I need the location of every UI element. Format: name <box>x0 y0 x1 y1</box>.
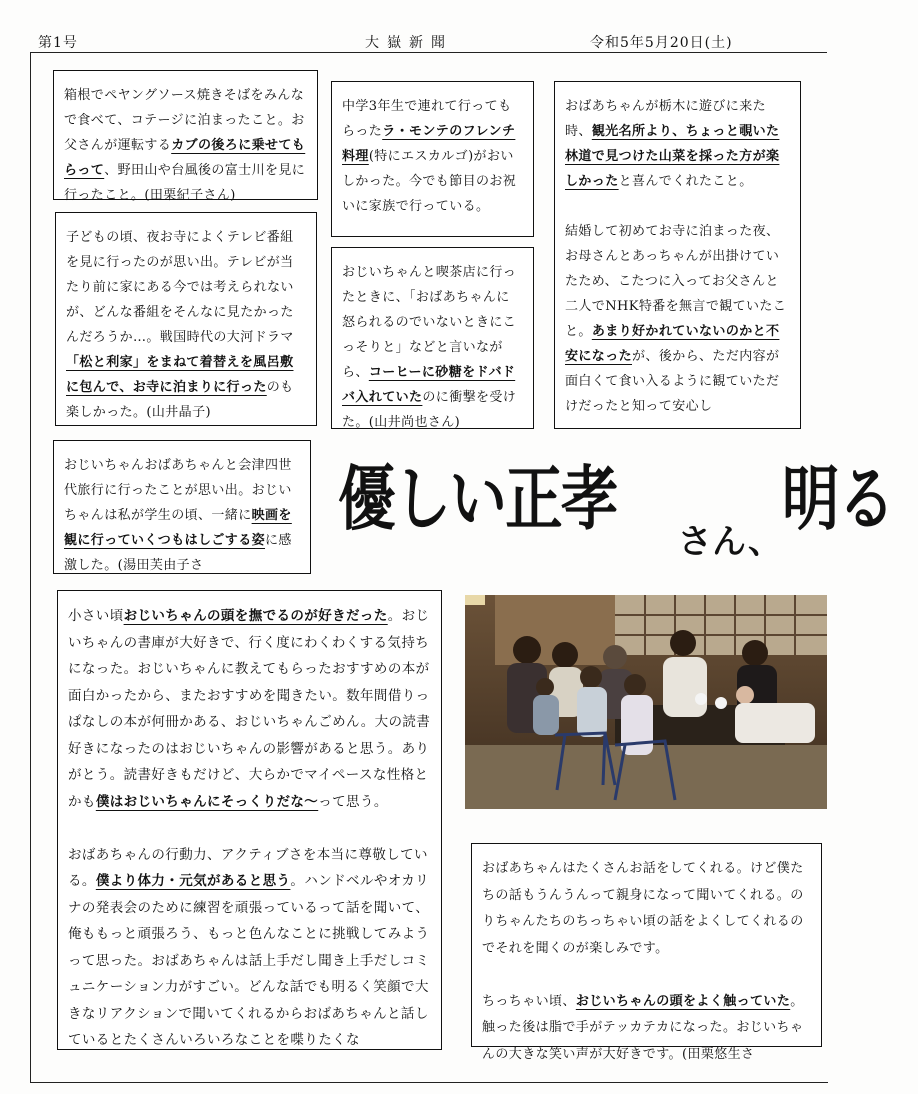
body-text: 。おじいちゃんの書庫が大好きで、行く度にわくわくする気持ちになった。おじいちゃんに教えてもらったおすすめの本が面白かったから、またおすすめを聞きたい。数年間借りっぱなしの本が何冊かある、おじいちゃんごめん。大の読書好きになったのはおじいちゃんの影響があると思う。ありがとう。読書好きもだけど、大らかでマイペースな性格とかも <box>68 608 431 810</box>
emphasis-text: コーヒーに砂糖をドバドバ入れていた <box>342 365 516 405</box>
issue-date: 令和5年5月20日(土) <box>590 35 733 51</box>
emphasis-text: 観光名所より、ちょっと覗いた林道で見つけた山菜を採った方が楽しかった <box>565 124 780 189</box>
body-text: おじいちゃんおばあちゃんと会津四世代旅行に行ったことが思い出。おじいちゃんは私が学生の頃、一緒に <box>64 458 292 523</box>
article-box-la-monte <box>331 81 534 237</box>
body-text: おじいちゃんと喫茶店に行ったときに、「おばあちゃんに怒られるのでいないときにこっそりと」などと言いながら、 <box>342 265 517 380</box>
body-text: 箱根でペヤングソース焼きそばをみんなで食べて、コテージに泊まったこと。お父さんが運転する <box>64 88 305 153</box>
body-text: 小さい頃 <box>68 608 124 624</box>
emphasis-text: おじいちゃんの頭を撫でるのが好きだった <box>123 608 388 624</box>
body-text: 。ハンドベルやオカリナの発表会のために練習を頑張っているって話を聞いて、俺ももっと頑張ろう、もっと色んなことに挑戦してみようって思った。おばあちゃんは話上手だし聞き上手だしコミュニケーション力がすごい。どんな話でも明るく笑顔で大きなリアクションで聞いてくれるからおばあちゃんと話しているとたくさんいろいろなことを喋りたくな <box>68 873 430 1048</box>
emphasis-text: あまり好かれていないのかと不安になった <box>565 324 780 364</box>
body-text: が、後から、ただ内容が面白くて食い入るように観ていただけだったと知って安心し <box>565 349 780 414</box>
article-box-kabu <box>53 70 318 203</box>
article-paragraph <box>482 856 811 962</box>
article-paragraph <box>68 842 431 1054</box>
emphasis-text: おじいちゃんの頭をよく触っていた <box>575 993 791 1009</box>
headline-main: 優しい正孝 <box>338 458 617 540</box>
emphasis-text: 僕はおじいちゃんにそっくりだな〜 <box>95 793 319 810</box>
emphasis-text: 僕より体力・元気があると思う <box>95 873 291 889</box>
article-paragraph <box>342 260 523 435</box>
body-text: 、野田山や台風後の富士川を見に行ったこと。(田栗紀子さん) <box>64 163 306 203</box>
article-box-stories <box>471 843 822 1062</box>
body-text: ちっちゃい頃、 <box>482 993 576 1009</box>
headline <box>338 443 894 562</box>
emphasis-text: ラ・モンテのフレンチ料理 <box>342 124 516 164</box>
emphasis-text: カブの後ろに乗せてもらって <box>64 138 306 178</box>
issue-number: 第1号 <box>38 35 78 51</box>
article-box-tochigi <box>554 81 801 429</box>
newspaper-title: 大嶽新聞 <box>365 35 453 51</box>
emphasis-text: 「松と利家」をまねて着替えを風呂敷に包んで、お寺に泊まりに行った <box>66 355 294 395</box>
body-text: って思う。 <box>318 793 388 810</box>
article-box-coffee <box>331 247 534 429</box>
article-paragraph <box>482 989 811 1069</box>
body-text: おばあちゃんが栃木に遊びに来た時、 <box>565 99 767 139</box>
article-box-aizu <box>53 440 311 574</box>
body-text: のも楽しかった。(山井晶子) <box>66 380 294 420</box>
headline-cut: 明る <box>782 458 894 540</box>
body-text: に感激した。(湯田芙由子さ <box>64 533 292 573</box>
body-text: おばあちゃんはたくさんお話をしてくれる。けど僕たちの話もうんうんって親身になって聞いてくれる。のりちゃんたちのちっちゃい頃の話をよくしてくれるのでそれを聞くのが楽しみです。 <box>482 861 804 956</box>
body-text: (特にエスカルゴ)がおいしかった。今でも節目のお祝いに家族で行っている。 <box>342 149 517 214</box>
article-box-temple-tv <box>55 212 317 426</box>
article-paragraph <box>565 94 790 194</box>
headline-san: さん、 <box>678 522 783 562</box>
family-photo <box>465 595 827 809</box>
emphasis-text: 映画を観に行っていくつもはしごする姿 <box>64 508 292 548</box>
body-text: 子どもの頃、夜お寺によくテレビ番組を見に行ったのが思い出。テレビが当たり前に家にある今では考えられないが、どんな番組をそんなに見たかったんだろうか…。戦国時代の大河ドラマ <box>66 230 294 345</box>
body-text: 結婚して初めてお寺に泊まった夜、お母さんとあっちゃんが出掛けていたため、こたつに入ってお父さんと二人でNHK特番を無言で観ていたこと。 <box>565 224 787 339</box>
article-paragraph <box>64 83 307 208</box>
body-text: と喜んでくれたこと。 <box>618 174 753 189</box>
body-text: おばあちゃんの行動力、アクティブさを本当に尊敬している。 <box>68 846 428 889</box>
article-box-grandchild <box>57 590 442 1050</box>
article-paragraph <box>68 603 431 815</box>
body-text: のに衝撃を受けた。(山井尚也さん) <box>342 390 517 430</box>
article-paragraph <box>64 453 300 578</box>
article-paragraph <box>565 219 790 419</box>
body-text: 。触った後は脂で手がテッカテカになった。おじいちゃんの大きな笑い声が大好きです。(田栗悠生さ <box>482 993 804 1062</box>
article-paragraph <box>66 225 306 425</box>
body-text: 中学3年生で連れて行ってもらった <box>342 99 512 139</box>
article-paragraph <box>342 94 523 219</box>
